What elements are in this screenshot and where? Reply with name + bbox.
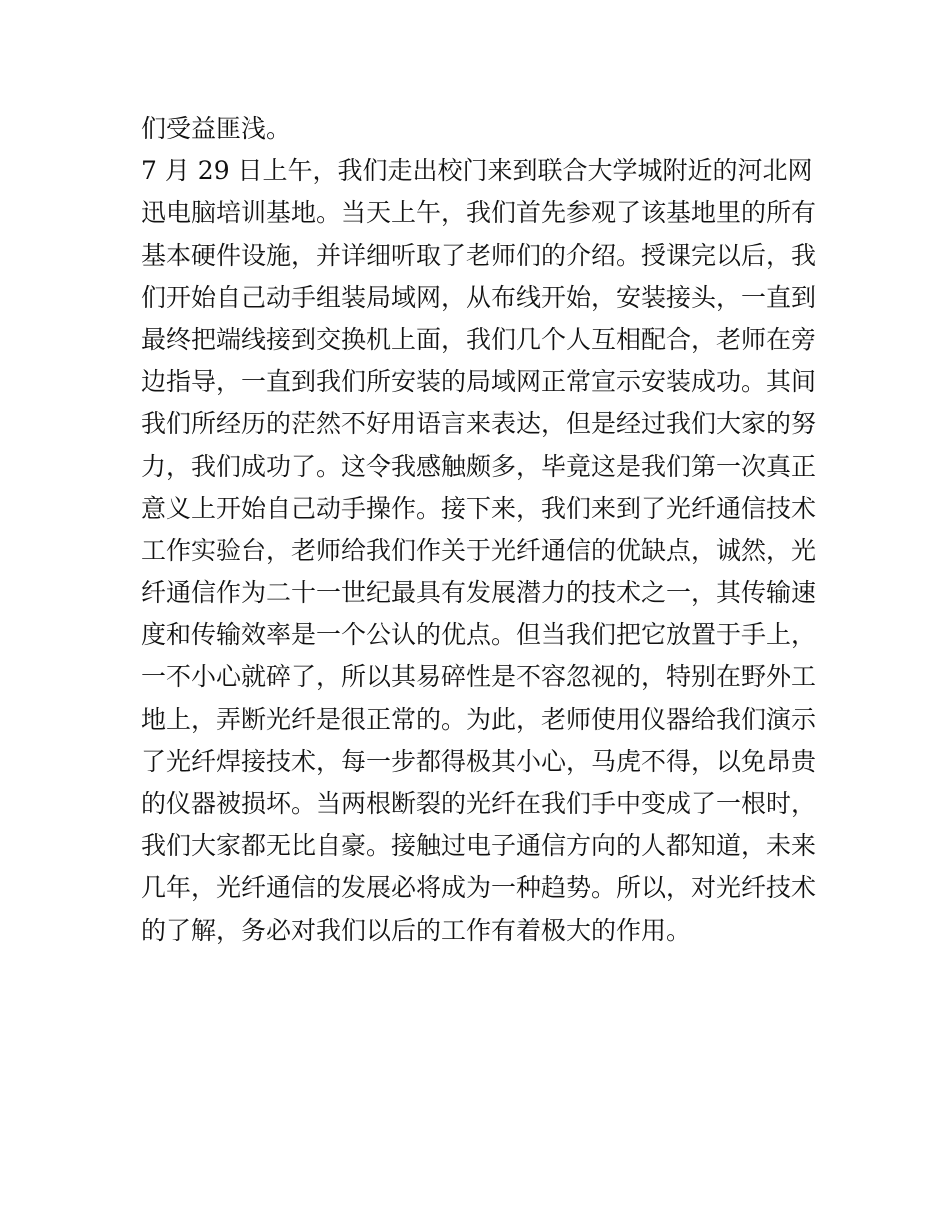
text-line: 了光纤焊接技术，每一步都得极其小心，马虎不得，以免昂贵 bbox=[141, 746, 817, 776]
text-line: 的了解，务必对我们以后的工作有着极大的作用。 bbox=[141, 915, 692, 945]
text-line: 7 月 29 日上午，我们走出校门来到联合大学城附近的河北网 bbox=[141, 156, 813, 186]
body-text bbox=[141, 108, 821, 952]
text-line: 度和传输效率是一个公认的优点。但当我们把它放置于手上， bbox=[141, 620, 817, 650]
text-line: 地上，弄断光纤是很正常的。为此，老师使用仪器给我们演示 bbox=[141, 704, 817, 734]
text-line: 最终把端线接到交换机上面，我们几个人互相配合，老师在旁 bbox=[141, 324, 817, 354]
text-line: 迅电脑培训基地。当天上午，我们首先参观了该基地里的所有 bbox=[141, 198, 817, 228]
text-line: 工作实验台，老师给我们作关于光纤通信的优缺点，诚然，光 bbox=[141, 535, 817, 565]
text-line: 一不小心就碎了，所以其易碎性是不容忽视的，特别在野外工 bbox=[141, 662, 817, 692]
text-line: 纤通信作为二十一世纪最具有发展潜力的技术之一，其传输速 bbox=[141, 578, 817, 608]
text-line: 基本硬件设施，并详细听取了老师们的介绍。授课完以后，我 bbox=[141, 240, 817, 270]
text-line: 们开始自己动手组装局域网，从布线开始，安装接头，一直到 bbox=[141, 282, 817, 312]
text-line: 我们大家都无比自豪。接触过电子通信方向的人都知道，未来 bbox=[141, 831, 817, 861]
text-line: 意义上开始自己动手操作。接下来，我们来到了光纤通信技术 bbox=[141, 493, 817, 523]
text-line: 们受益匪浅。 bbox=[141, 114, 292, 143]
text-line: 的仪器被损坏。当两根断裂的光纤在我们手中变成了一根时， bbox=[141, 789, 817, 818]
text-line: 边指导，一直到我们所安装的局域网正常宣示安装成功。其间 bbox=[141, 367, 817, 397]
text-line: 几年，光纤通信的发展必将成为一种趋势。所以，对光纤技术 bbox=[141, 873, 817, 903]
text-line: 我们所经历的茫然不好用语言来表达，但是经过我们大家的努 bbox=[141, 409, 817, 439]
text-line: 力，我们成功了。这令我感触颇多，毕竟这是我们第一次真正 bbox=[141, 451, 817, 481]
